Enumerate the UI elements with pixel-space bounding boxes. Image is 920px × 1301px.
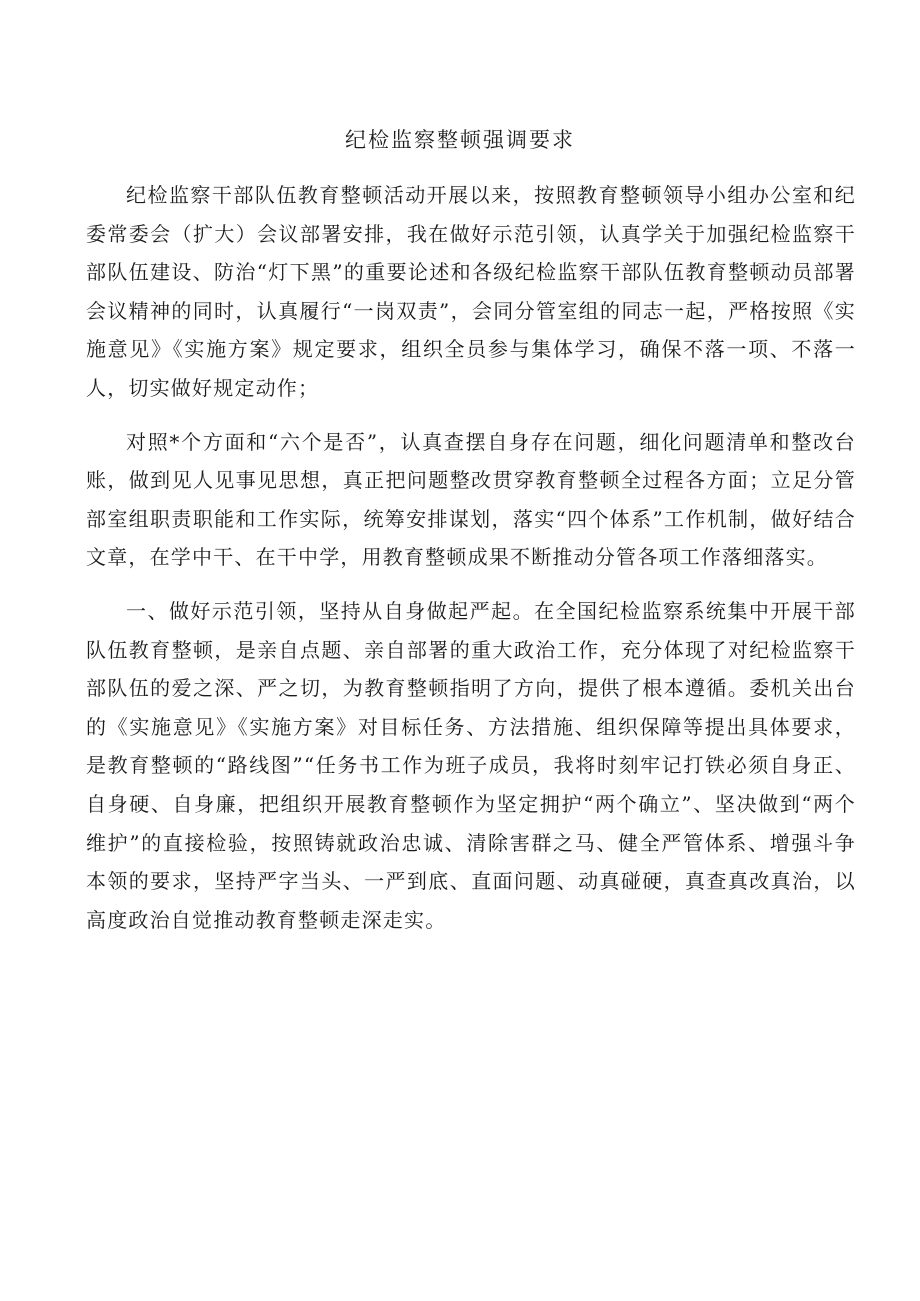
paragraph-2: 对照*个方面和“六个是否”，认真查摆自身存在问题，细化问题清单和整改台账，做到见人见事见思想，真正把问题整改贯穿教育整顿全过程各方面；立足分管部室组职责职能和工作实际，统筹安排谋划，落实“四个体系”工作机制，做好结合文章，在学中干、在干中学，用教育整顿成果不断推动分管各项工作落细落实。 xyxy=(86,429,856,570)
document-body xyxy=(86,176,856,939)
document-title: 纪检监察整顿强调要求 xyxy=(345,128,575,152)
paragraph-1: 纪检监察干部队伍教育整顿活动开展以来，按照教育整顿领导小组办公室和纪委常委会（扩大）会议部署安排，我在做好示范引领，认真学关于加强纪检监察干部队伍建设、防治“灯下黑”的重要论述和各级纪检监察干部队伍教育整顿动员部署会议精神的同时，认真履行“一岗双责”，会同分管室组的同志一起，严格按照《实施意见》《实施方案》规定要求，组织全员参与集体学习，确保不落一项、不落一人，切实做好规定动作； xyxy=(86,183,856,400)
paragraph-3: 一、做好示范引领，坚持从自身做起严起。在全国纪检监察系统集中开展干部队伍教育整顿，是亲自点题、亲自部署的重大政治工作，充分体现了对纪检监察干部队伍的爱之深、严之切，为教育整顿指明了方向，提供了根本遵循。委机关出台的《实施意见》《实施方案》对目标任务、方法措施、组织保障等提出具体要求，是教育整顿的“路线图”“任务书工作为班子成员，我将时刻牢记打铁必须自身正、自身硬、自身廉，把组织开展教育整顿作为坚定拥护“两个确立”、坚决做到“两个维护”的直接检验，按照铸就政治忠诚、清除害群之马、健全严管体系、增强斗争本领的要求，坚持严字当头、一严到底、直面问题、动真碰硬，真查真改真治，以高度政治自觉推动教育整顿走深走实。 xyxy=(86,598,856,932)
